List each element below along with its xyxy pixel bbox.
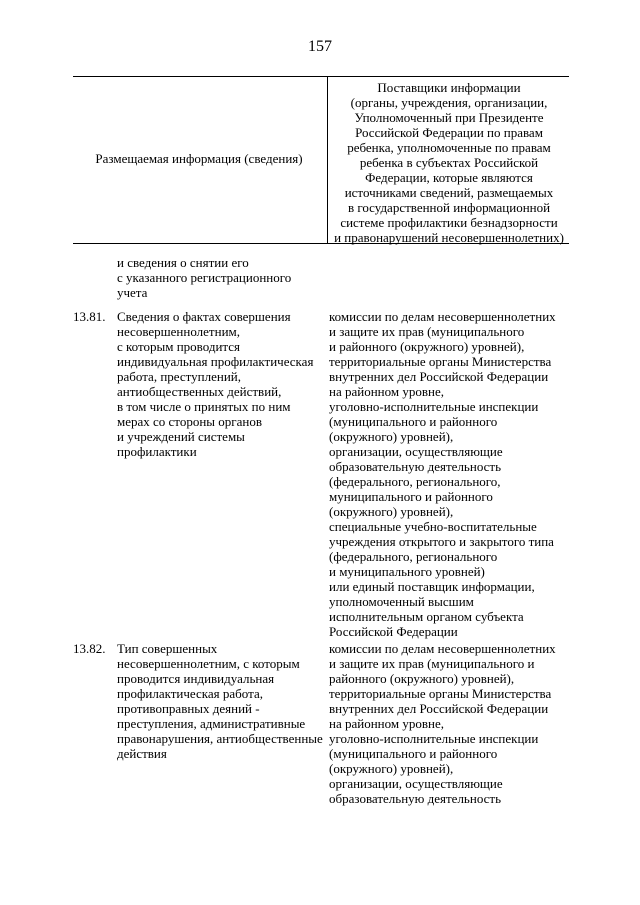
text-line: профилактическая работа, (117, 686, 263, 701)
row-number-13-82: 13.82. (73, 641, 106, 656)
header-line: ребенка, уполномоченные по правам (347, 140, 551, 155)
text-line: образовательную деятельность (329, 791, 502, 806)
header-line: Федерации, которые являются (365, 170, 533, 185)
header-line: Российской Федерации по правам (355, 125, 543, 140)
text-line: организации, осуществляющие (329, 776, 503, 791)
text-line: учреждения открытого и закрытого типа (329, 534, 554, 549)
continuation-left-text (117, 255, 291, 300)
header-line: Уполномоченный при Президенте (354, 110, 544, 125)
text-line: (федерального, регионального (329, 549, 498, 564)
page-number: 157 (308, 38, 332, 55)
text-line: мерах со стороны органов (117, 414, 262, 429)
row-13-82-info (117, 641, 323, 761)
row-number-13-81: 13.81. (73, 309, 106, 324)
text-line: уполномоченный высшим (329, 594, 474, 609)
text-line: работа, преступлений, (117, 369, 241, 384)
text-line: (муниципального и районного (329, 414, 498, 429)
text-line: Сведения о фактах совершения (117, 309, 291, 324)
header-line: Поставщики информации (377, 80, 521, 95)
text-line: в том числе о принятых по ним (117, 399, 291, 414)
text-line: (окружного) уровней), (329, 504, 454, 519)
text-line: профилактики (117, 444, 197, 459)
text-line: внутренних дел Российской Федерации (329, 701, 549, 716)
text-line: индивидуальная профилактическая (117, 354, 314, 369)
text-line: действия (117, 746, 167, 761)
row-13-82-providers (329, 641, 556, 806)
text-line: учета (117, 285, 148, 300)
text-line: и муниципального уровней) (329, 564, 485, 579)
text-line: на районном уровне, (329, 384, 444, 399)
text-line: и защите их прав (муниципального (329, 324, 525, 339)
text-line: Российской Федерации (329, 624, 458, 639)
text-line: организации, осуществляющие (329, 444, 503, 459)
text-line: районного (окружного) уровней), (329, 671, 515, 686)
text-line: территориальные органы Министерства (329, 686, 552, 701)
header-info-providers (329, 80, 569, 245)
text-line: на районном уровне, (329, 716, 444, 731)
text-line: и сведения о снятии его (117, 255, 249, 270)
text-line: Тип совершенных (117, 641, 218, 656)
text-line: специальные учебно-воспитательные (329, 519, 537, 534)
text-line: преступления, административные (117, 716, 306, 731)
header-column-divider (327, 76, 328, 243)
text-line: и учреждений системы (117, 429, 245, 444)
text-line: проводится индивидуальная (117, 671, 275, 686)
text-line: образовательную деятельность (329, 459, 502, 474)
text-line: муниципального и районного (329, 489, 493, 504)
text-line: и защите их прав (муниципального и (329, 656, 535, 671)
text-line: правонарушения, антиобщественные (117, 731, 323, 746)
text-line: (окружного) уровней), (329, 429, 454, 444)
row-13-81-info (117, 309, 313, 459)
header-line: в государственной информационной (347, 200, 551, 215)
table-top-rule (73, 76, 569, 77)
text-line: комиссии по делам несовершеннолетних (329, 309, 556, 324)
text-line: несовершеннолетним, с которым (117, 656, 300, 671)
text-line: внутренних дел Российской Федерации (329, 369, 549, 384)
text-line: исполнительным органом субъекта (329, 609, 524, 624)
header-placed-info: Размещаемая информация (сведения) (95, 151, 303, 166)
text-line: (окружного) уровней), (329, 761, 454, 776)
header-line: источниками сведений, размещаемых (344, 185, 554, 200)
text-line: или единый поставщик информации, (329, 579, 535, 594)
text-line: противоправных деяний - (117, 701, 260, 716)
text-line: комиссии по делам несовершеннолетних (329, 641, 556, 656)
text-line: территориальные органы Министерства (329, 354, 552, 369)
text-line: несовершеннолетним, (117, 324, 241, 339)
text-line: (муниципального и районного (329, 746, 498, 761)
header-line: и правонарушений несовершеннолетних) (334, 230, 564, 245)
text-line: и районного (окружного) уровней), (329, 339, 525, 354)
text-line: с указанного регистрационного (117, 270, 292, 285)
text-line: с которым проводится (117, 339, 241, 354)
text-line: антиобщественных действий, (117, 384, 282, 399)
header-line: системе профилактики безнадзорности (340, 215, 558, 230)
row-13-81-providers (329, 309, 556, 639)
text-line: (федерального, регионального, (329, 474, 501, 489)
text-line: уголовно-исполнительные инспекции (329, 731, 539, 746)
header-line: (органы, учреждения, организации, (350, 95, 548, 110)
header-line: ребенка в субъектах Российской (359, 155, 539, 170)
text-line: уголовно-исполнительные инспекции (329, 399, 539, 414)
